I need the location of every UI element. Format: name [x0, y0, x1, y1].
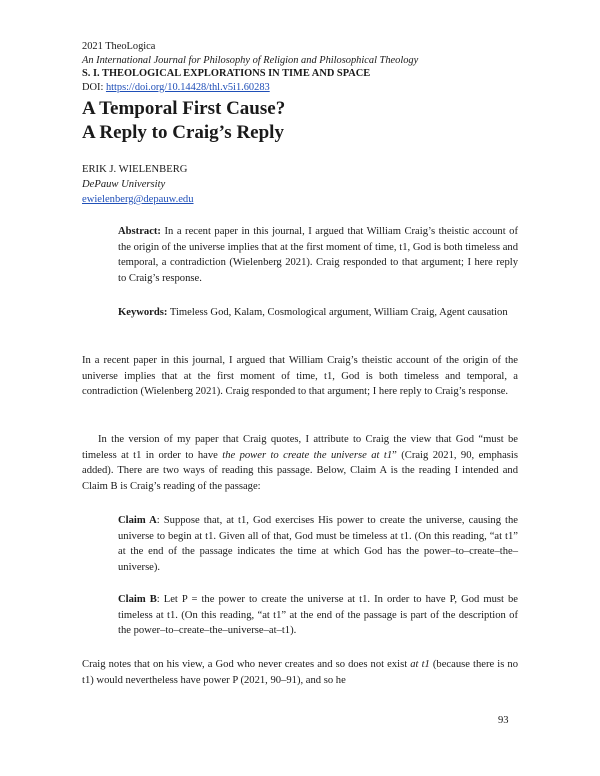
p3-text-b: (because there is no t1) would nevertheless have power P (2021, 90–91), and so he	[82, 659, 518, 686]
journal-subtitle: An International Journal for Philosophy of Religion and Philosophical Theology	[82, 54, 419, 66]
doi-label: DOI:	[82, 81, 106, 93]
author-block	[82, 162, 522, 207]
author-affiliation: DePauw University	[82, 179, 166, 190]
doi-link[interactable]: https://doi.org/10.14428/thl.v5i1.60283	[105, 81, 270, 93]
keywords-text: Timeless God, Kalam, Cosmological argument, William Craig, Agent causation	[167, 307, 508, 318]
claim-a	[118, 513, 518, 575]
page-number: 93	[498, 715, 509, 726]
paper-title	[82, 97, 522, 145]
keywords	[118, 305, 518, 321]
p2-emphasis: the power to create the universe at t1	[222, 449, 393, 461]
abstract-label: Abstract:	[118, 226, 161, 237]
claim-b-text: : Let P = the power to create the universe at t1. In order to have P, God must be timeless at t1. (On this reading, “at t1” at the end of the passage is part of the description of the power–to–create–the–universe–at–t1).	[118, 594, 518, 636]
body-paragraph-2	[82, 432, 518, 494]
journal-header	[82, 40, 522, 94]
claim-a-text: : Suppose that, at t1, God exercises His power to create the universe, causing the universe to begin at t1. Given all of that, God must be timeless at t1. (On this reading, “at t1” at the end of the passage indicates the time at which God has the power–to–create–the–universe).	[118, 515, 518, 573]
p2-text-a: In the version of my paper that Craig quotes, I attribute to Craig the view that God “must be timeless at t1 in order to have	[82, 434, 518, 461]
title-line-1: A Temporal First Cause?	[82, 98, 286, 119]
p3-emphasis: at t1	[410, 659, 430, 670]
keywords-label: Keywords:	[118, 307, 168, 318]
p3-text-a: Craig notes that on his view, a God who never creates and so does not exist	[82, 659, 411, 670]
p2-text-b: ” (Craig 2021, 90, emphasis added). There are two ways of reading this passage. Below, Claim A is the reading I intended and Claim B is Craig’s reading of the passage:	[82, 449, 518, 492]
body-paragraph-1: In a recent paper in this journal, I argued that William Craig’s theistic account of the origin of the universe implies that at the first moment of time, t1, God is both timeless and temporal, a contradiction (Wielenberg 2021). Craig responded to that argument; I here reply to Craig’s response.	[82, 355, 518, 397]
author-email-link[interactable]: ewielenberg@depauw.edu	[82, 194, 194, 205]
special-issue-section: S. I. THEOLOGICAL EXPLORATIONS IN TIME AND SPACE	[82, 68, 371, 79]
abstract-text: In a recent paper in this journal, I argued that William Craig’s theistic account of the origin of the universe implies that at the first moment of time, t1, God is both timeless and temporal, a contradiction (Wielenberg 2021). Craig responded to that argument; I here reply to Craig’s response.	[118, 226, 518, 284]
body-paragraph-3	[82, 657, 518, 688]
journal-year-name: 2021 TheoLogica	[82, 41, 156, 52]
doi-line	[82, 81, 522, 95]
abstract	[118, 224, 518, 286]
claim-b	[118, 592, 518, 639]
author-name: ERIK J. WIELENBERG	[82, 164, 188, 175]
claim-b-label: Claim B	[118, 594, 157, 605]
claim-a-label: Claim A	[118, 515, 157, 526]
title-line-2: A Reply to Craig’s Reply	[82, 122, 284, 143]
